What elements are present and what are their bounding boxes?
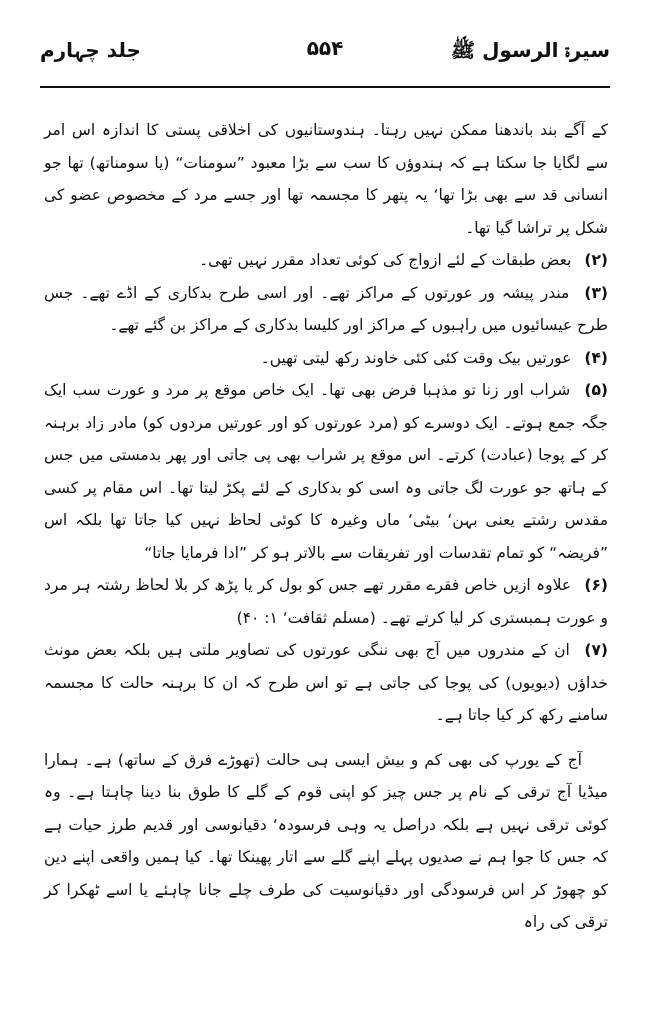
list-item <box>44 277 608 342</box>
item-number: (۲) <box>584 251 608 269</box>
item-text: شراب اور زنا تو مذہبا فرض بھی تھا۔ ایک خاص موقع پر مرد و عورت سب ایک جگہ جمع ہوتے۔ ایک دوسرے کو (مرد عورتوں کو اور عورتیں مردوں کو) مادر زاد برہنہ کر کے پوجا (عبادت) کرتے۔ اس موقع پر شراب بھی پی جاتی اور پھر بدمستی میں جس کے ہاتھ جو عورت لگ جاتی وہ اسی کو بدکاری کے لئے پکڑ لیتا تھا۔ اس مقام پر کسی مقدس رشتے یعنی بہن‘ بیٹی‘ ماں وغیرہ کا کوئی لحاظ نہیں کیا جاتا تھا بلکہ اس ”فریضہ“ کو تمام تقدسات اور تفریقات سے بالاتر ہو کر ”ادا فرمایا جاتا“ <box>44 381 608 562</box>
page-number: ۵۵۴ <box>306 36 344 60</box>
page-header <box>40 34 610 74</box>
list-item <box>44 374 608 569</box>
list-item <box>44 569 608 634</box>
item-text: بعض طبقات کے لئے ازواج کی کوئی تعداد مقرر نہیں تھی۔ <box>199 251 572 269</box>
list-item <box>44 342 608 375</box>
header-divider <box>40 86 610 88</box>
list-item <box>44 244 608 277</box>
list-item <box>44 634 608 732</box>
running-title: سیرۃ الرسول ﷺ <box>450 38 610 62</box>
intro-paragraph: کے آگے بند باندھنا ممکن نہیں رہتا۔ ہندوستانیوں کی اخلاقی پستی کا اندازہ اس امر سے لگایا جا سکتا ہے کہ ہندوؤں کا سب سے بڑا معبود ”سومنات“ (یا سومناتھ) تھا جو انسانی قد سے بھی بڑا تھا‘ یہ پتھر کا مجسمہ تھا اور جسے مرد کے مخصوص عضو کی شکل پر تراشا گیا تھا۔ <box>44 121 608 237</box>
item-text: مندر پیشہ ور عورتوں کے مراکز تھے۔ اور اسی طرح بدکاری کے اڈے تھے۔ جس طرح عیسائیوں میں راہبوں کے مراکز اور کلیسا بدکاری کے مراکز بن گئے تھے۔ <box>44 283 608 334</box>
item-number: (۶) <box>584 576 608 594</box>
item-text: ان کے مندروں میں آج بھی ننگی عورتوں کی تصاویر ملتی ہیں بلکہ بعض مونث خداؤں (دیویوں) کی پوجا کی جاتی ہے تو اس طرح کہ ان کا برہنہ حالت کا مجسمہ سامنے رکھ کر کیا جاتا ہے۔ <box>44 641 608 724</box>
closing-paragraph: آج کے یورپ کی بھی کم و بیش ایسی ہی حالت (تھوڑے فرق کے ساتھ) ہے۔ ہمارا میڈیا آج ترقی کے نام پر جس چیز کو اپنی قوم کے گلے کا طوق بنا دینا چاہتا ہے۔ وہ کوئی ترقی نہیں ہے بلکہ دراصل یہ وہی فرسودہ‘ دقیانوسی اور قدیم طرز حیات ہے کہ جس کا جوا ہم نے صدیوں پہلے اپنے گلے سے اتار پھینکا تھا۔ کیا ہمیں واقعی اپنے دین کو چھوڑ کر اس فرسودگی اور دقیانوسیت کی طرف چلے جانا چاہئے یا اسے ٹھکرا کر ترقی کی راہ <box>44 750 608 931</box>
page-body <box>44 114 608 939</box>
item-text: علاوہ ازیں خاص فقرے مقرر تھے جس کو بول کر یا پڑھ کر بلا لحاظ رشتہ ہر مرد و عورت ہمبستری کر لیا کرتے تھے۔ (مسلم ثقافت‘ ۱: ۴۰) <box>44 576 608 627</box>
item-number: (۴) <box>584 348 608 367</box>
item-text: عورتیں بیک وقت کئی کئی خاوند رکھ لیتی تھیں۔ <box>260 348 572 367</box>
item-number: (۳) <box>584 283 608 302</box>
item-number: (۵) <box>584 381 608 399</box>
volume-label: جلد چہارم <box>40 38 141 62</box>
item-number: (۷) <box>584 641 608 659</box>
